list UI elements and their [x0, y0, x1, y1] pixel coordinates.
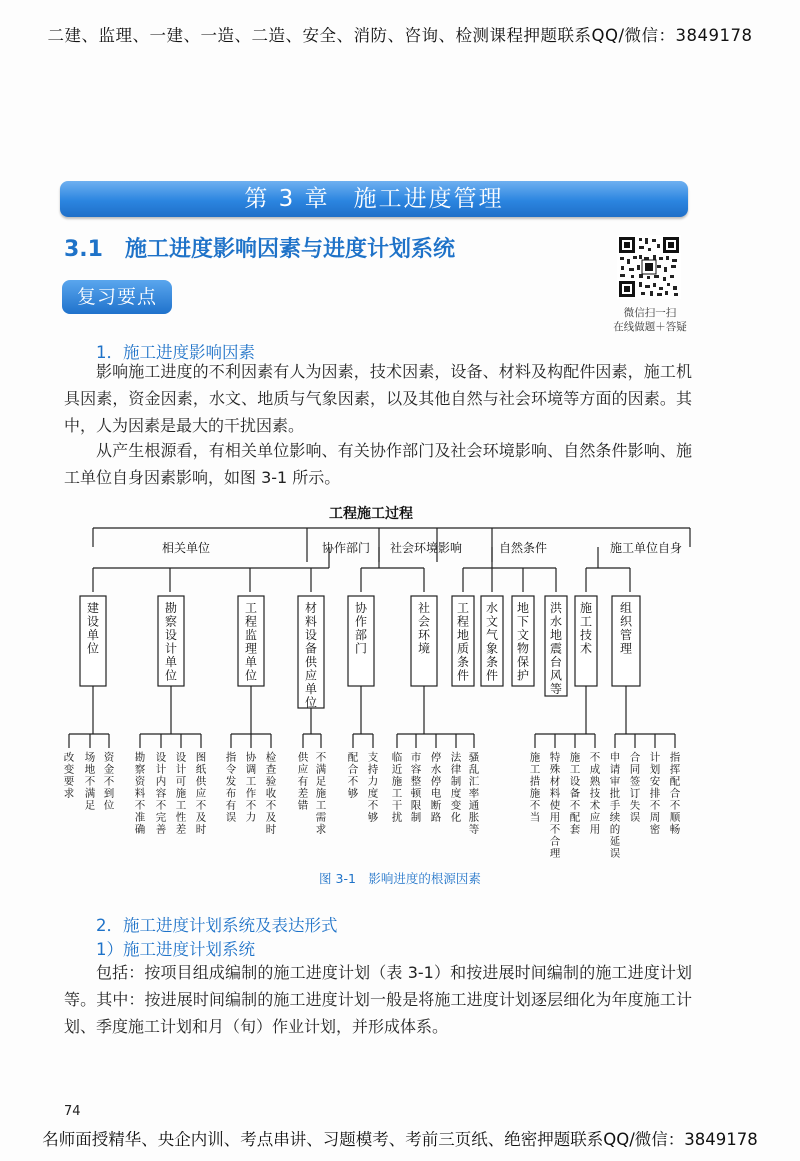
leaf-label: 设计可施工性差: [175, 751, 187, 836]
qr-caption-line1: 微信扫一扫: [623, 307, 677, 319]
leaf-label: 施工措施不当: [529, 751, 541, 824]
review-badge: 复习要点: [62, 280, 172, 314]
leaf-label: 勘察资料不准确: [134, 751, 146, 836]
unit-label: 洪水地震台风等: [549, 601, 563, 696]
unit-label: 水文气象条件: [485, 601, 499, 683]
leaf-label: 场地不满足: [84, 751, 96, 812]
unit-label: 材料设备供应单位: [304, 601, 318, 710]
unit-label: 组织管理: [619, 601, 633, 656]
unit-label: 施工技术: [579, 601, 593, 656]
chapter-number: 第 3 章: [244, 186, 330, 212]
leaf-label: 特殊材料使用不合理: [549, 751, 561, 860]
leaf-label: 指令发布有误: [225, 751, 237, 824]
unit-label: 社会环境: [417, 601, 431, 656]
leaf-label: 配合不够: [347, 751, 359, 800]
figure-caption: 图 3-1 影响进度的根源因素: [319, 871, 481, 886]
bottom-banner: 名师面授精华、央企内训、考点串讲、习题模考、考前三页纸、绝密押题联系QQ/微信：3849178: [42, 1130, 758, 1149]
unit-label: 协作部门: [354, 601, 368, 656]
qr-caption-line2: 在线做题＋答疑: [613, 321, 687, 333]
leaf-label: 不满足施工需求: [315, 751, 327, 836]
unit-label: 勘察设计单位: [164, 601, 178, 683]
section-number: 3.1: [64, 237, 103, 262]
leaf-label: 骚乱汇率通胀等: [468, 751, 480, 836]
leaf-label: 法律制度变化: [450, 751, 462, 824]
category-label: 社会环境影响: [390, 541, 463, 555]
unit-label: 地下文物保护: [516, 601, 530, 683]
page-number: 74: [64, 1104, 81, 1119]
category-label: 施工单位自身: [610, 541, 683, 555]
leaf-label: 停水停电断路: [430, 751, 442, 824]
chapter-title: 施工进度管理: [353, 186, 504, 212]
category-label: 自然条件: [499, 541, 548, 555]
leaf-label: 改变要求: [63, 751, 75, 800]
leaf-label: 施工设备不配套: [569, 751, 581, 836]
leaf-label: 不成熟技术应用: [589, 751, 601, 836]
diagram-title: 工程施工过程: [329, 506, 413, 522]
paragraph-1-text: 影响施工进度的不利因素有人为因素，技术因素，设备、材料及构配件因素，施工机具因素，资金因素，水文、地质与气象因素，以及其他自然与社会环境等方面的因素。其中，人为因素是最大的干扰因素。: [64, 362, 692, 435]
leaf-label: 合同签订失误: [629, 751, 641, 824]
top-banner: 二建、监理、一建、一造、二造、安全、消防、咨询、检测课程押题联系QQ/微信：3849178: [47, 26, 753, 45]
leaf-label: 市容整顿限制: [410, 751, 422, 824]
leaf-label: 图纸供应不及时: [195, 751, 207, 836]
leaf-label: 协调工作不力: [245, 751, 257, 824]
leaf-label: 供应有差错: [297, 751, 309, 812]
leaf-label: 计划安排不周密: [649, 751, 661, 836]
category-label: 协作部门: [322, 541, 371, 555]
leaf-label: 临近施工干扰: [391, 751, 403, 824]
unit-label: 工程监理单位: [244, 601, 258, 683]
leaf-label: 支持力度不够: [367, 751, 379, 824]
section-title-text: 施工进度影响因素与进度计划系统: [124, 237, 455, 262]
heading-influence-factors: 1．施工进度影响因素: [96, 343, 255, 362]
leaf-label: 设计内容不完善: [155, 751, 167, 836]
leaf-label: 检查验收不及时: [265, 751, 277, 836]
leaf-label: 申请审批手续的延误: [609, 751, 621, 860]
heading-plan-system: 2．施工进度计划系统及表达形式: [96, 916, 338, 935]
paragraph-2-text: 从产生根源看，有相关单位影响、有关协作部门及社会环境影响、自然条件影响、施工单位自身因素影响，如图 3-1 所示。: [64, 441, 692, 487]
category-label: 相关单位: [162, 541, 211, 555]
leaf-label: 指挥配合不顺畅: [669, 751, 681, 836]
paragraph-3-text: 包括：按项目组成编制的施工进度计划（表 3-1）和按进展时间编制的施工进度计划等。其中：按进展时间编制的施工进度计划一般是将施工进度计划逐层细化为年度施工计划、季度施工计划和月（旬）作业计划，并形成体系。: [64, 963, 692, 1036]
unit-label: 工程地质条件: [456, 601, 470, 683]
heading-plan-system-sub: 1）施工进度计划系统: [96, 940, 255, 959]
leaf-label: 资金不到位: [103, 751, 115, 812]
paragraph-3: [64, 959, 692, 1040]
unit-label: 建设单位: [86, 601, 100, 656]
